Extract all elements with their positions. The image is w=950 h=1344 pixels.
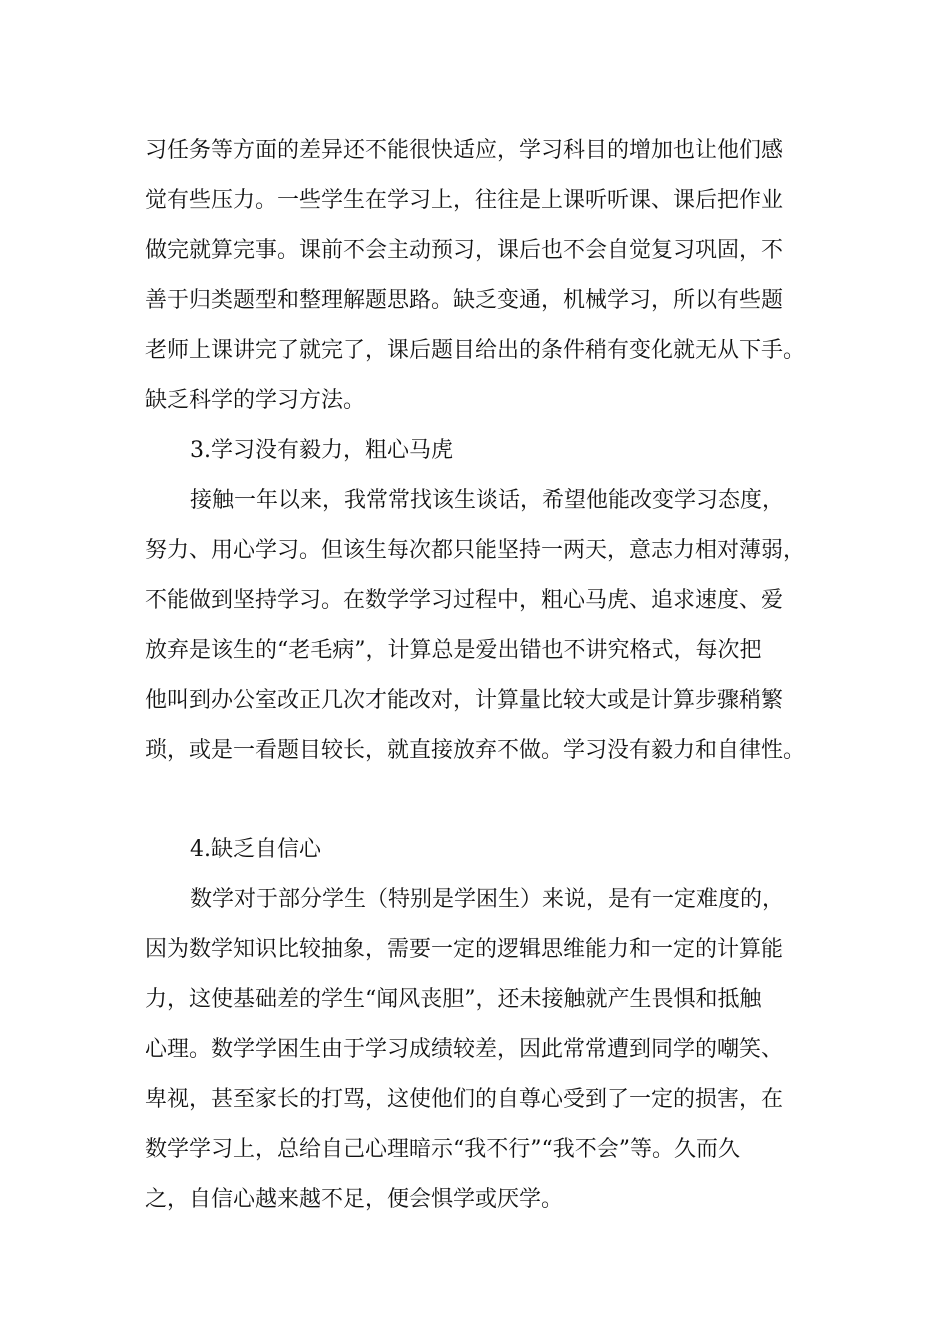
body-text-line: 不能做到坚持学习。在数学学习过程中，粗心马虎、追求速度、爱 <box>145 588 784 613</box>
body-text-line: 力，这使基础差的学生“闻风丧胆”，还未接触就产生畏惧和抵触 <box>145 987 762 1012</box>
body-text-line: 接触一年以来，我常常找该生谈话，希望他能改变学习态度， <box>190 488 785 513</box>
body-text-line: 数学学习上，总给自己心理暗示“我不行”“我不会”等。久而久 <box>145 1137 740 1162</box>
body-text-line: 缺乏科学的学习方法。 <box>145 388 366 413</box>
body-text-line: 数学对于部分学生（特别是学困生）来说，是有一定难度的， <box>190 887 785 912</box>
body-text-line: 琐，或是一看题目较长，就直接放弃不做。学习没有毅力和自律性。 <box>145 738 806 763</box>
body-text-line: 觉有些压力。一些学生在学习上，往往是上课听听课、课后把作业 <box>145 188 784 213</box>
body-text-line: 放弃是该生的“老毛病”，计算总是爱出错也不讲究格式，每次把 <box>145 638 762 663</box>
body-text-line: 卑视，甚至家长的打骂，这使他们的自尊心受到了一定的损害，在 <box>145 1087 784 1112</box>
section-heading: 3.学习没有毅力，粗心马虎 <box>190 438 453 463</box>
body-text-line: 做完就算完事。课前不会主动预习，课后也不会自觉复习巩固，不 <box>145 238 784 263</box>
section-heading: 4.缺乏自信心 <box>190 837 321 862</box>
body-text-line: 之，自信心越来越不足，便会惧学或厌学。 <box>145 1187 564 1212</box>
body-text-line: 习任务等方面的差异还不能很快适应，学习科目的增加也让他们感 <box>145 138 784 163</box>
body-text-line: 努力、用心学习。但该生每次都只能坚持一两天，意志力相对薄弱， <box>145 538 806 563</box>
body-text-line: 心理。数学学困生由于学习成绩较差，因此常常遭到同学的嘲笑、 <box>145 1037 784 1062</box>
body-text-line: 因为数学知识比较抽象，需要一定的逻辑思维能力和一定的计算能 <box>145 937 784 962</box>
body-text-line: 善于归类题型和整理解题思路。缺乏变通，机械学习，所以有些题 <box>145 288 784 313</box>
body-text-line: 老师上课讲完了就完了，课后题目给出的条件稍有变化就无从下手。 <box>145 338 806 363</box>
body-text-line: 他叫到办公室改正几次才能改对，计算量比较大或是计算步骤稍繁 <box>145 688 784 713</box>
